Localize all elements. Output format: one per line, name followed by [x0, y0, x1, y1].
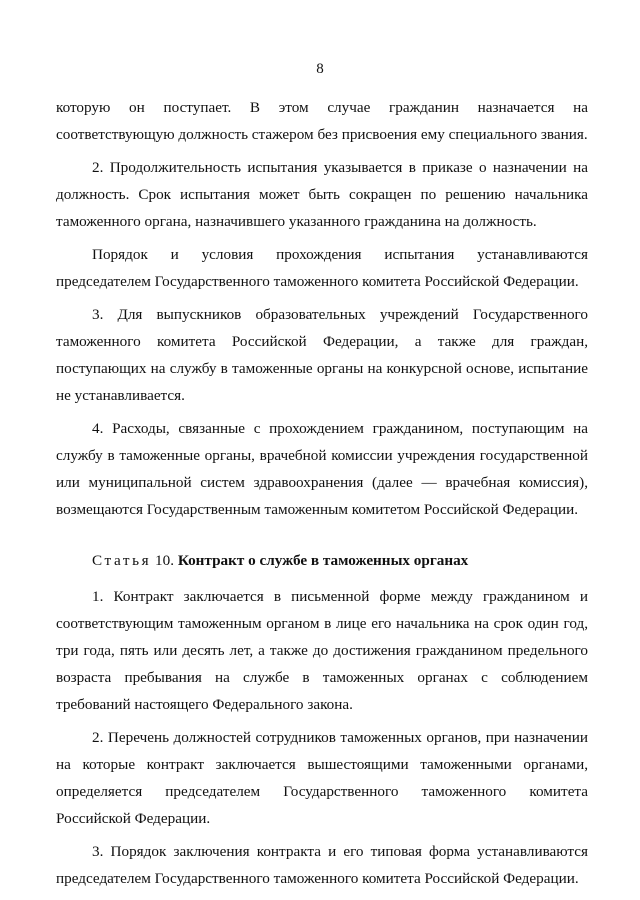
text-line: председателем Государственного таможенного комитета Российской Федерации.: [56, 870, 579, 887]
text-line: Порядок и условия прохождения испытания устанавливаются: [92, 246, 588, 263]
text-line: председателем Государственного таможенного комитета Российской Федерации.: [56, 273, 579, 290]
text-line: требований настоящего Федерального закона.: [56, 696, 353, 713]
page-number: 8: [316, 61, 324, 77]
text-line: 3. Для выпускников образовательных учреждений Государственного: [92, 306, 588, 323]
text-line: службу в таможенные органы, врачебной комиссии учреждения государственной: [56, 447, 588, 464]
text-line: или муниципальной систем здравоохранения (далее — врачебная комиссия),: [56, 474, 588, 491]
text-line: возмещаются Государственным таможенным комитетом Российской Федерации.: [56, 501, 579, 518]
paragraph-item-2: [56, 154, 588, 235]
paragraph-procedure: [56, 241, 588, 295]
text-line: должность. Срок испытания может быть сокращен по решению начальника: [56, 186, 588, 203]
text-line: соответствующую должность стажером без присвоения ему специального звания.: [56, 126, 588, 143]
article-title: Контракт о службе в таможенных органах: [177, 552, 469, 569]
text-line: 4. Расходы, связанные с прохождением гражданином, поступающим на: [92, 420, 588, 437]
article-word: Статья: [92, 552, 152, 569]
text-line: 1. Контракт заключается в письменной форме между гражданином и: [92, 588, 588, 605]
text-line: не устанавливается.: [56, 387, 185, 404]
text-line: возраста пребывания на службе в таможенных органах с соблюдением: [56, 669, 588, 686]
text-line: 2. Продолжительность испытания указывается в приказе о назначении на: [92, 159, 588, 176]
text-line: соответствующим таможенным органом в лице его начальника на срок один год,: [56, 615, 588, 632]
article-number: 10.: [155, 552, 175, 569]
text-line: таможенного комитета Российской Федерации, а также для граждан,: [56, 333, 588, 350]
article-paragraph-1: [56, 583, 588, 718]
document-body: [56, 94, 588, 892]
article-paragraph-3: [56, 838, 588, 892]
text-line: три года, пять или десять лет, а также до достижения гражданином предельного: [56, 642, 588, 659]
paragraph-continuation: [56, 94, 588, 148]
article-heading: [56, 547, 588, 574]
paragraph-item-3: [56, 301, 588, 409]
text-line: таможенного органа, назначившего указанного гражданина на должность.: [56, 213, 537, 230]
article-paragraph-2: [56, 724, 588, 832]
text-line: определяется председателем Государственного таможенного комитета: [56, 783, 588, 800]
text-line: поступающих на службу в таможенные органы на конкурсной основе, испытание: [56, 360, 588, 377]
text-line: которую он поступает. В этом случае гражданин назначается на: [56, 99, 588, 116]
text-line: 3. Порядок заключения контракта и его типовая форма устанавливаются: [92, 843, 588, 860]
text-line: Российской Федерации.: [56, 810, 211, 827]
paragraph-item-4: [56, 415, 588, 523]
text-line: на которые контракт заключается вышестоящими таможенными органами,: [56, 756, 588, 773]
text-line: 2. Перечень должностей сотрудников таможенных органов, при назначении: [92, 729, 588, 746]
